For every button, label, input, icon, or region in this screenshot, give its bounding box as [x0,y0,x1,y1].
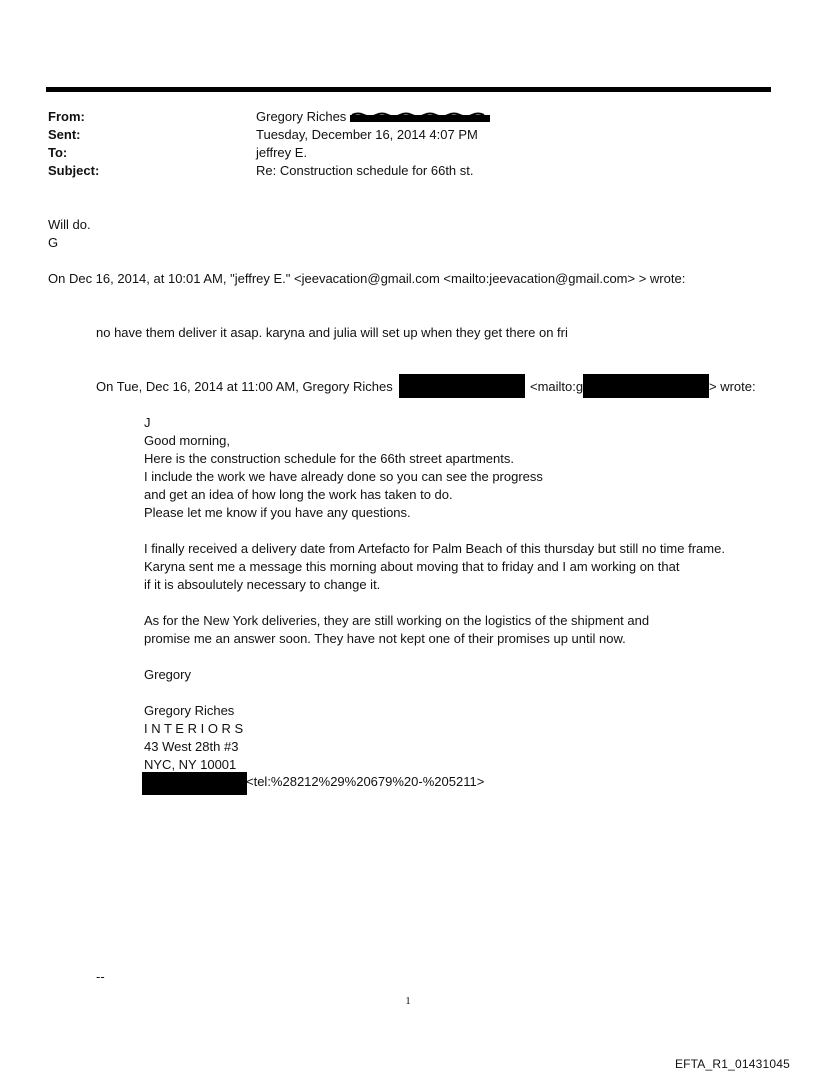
quote2-line: J [144,415,151,430]
bates-number: EFTA_R1_01431045 [674,1057,790,1071]
signature-line: I N T E R I O R S [144,721,244,736]
from-value: Gregory Riches [256,109,347,124]
redaction-bar [583,374,709,398]
quote1-body: no have them deliver it asap. karyna and julia will set up when they get there on fri [96,325,568,340]
quote2-line: and get an idea of how long the work has taken to do. [144,487,453,502]
quote2-attribution-mailto: <mailto:g [530,379,584,394]
page-number: 1 [405,995,411,1007]
quote2-line: I finally received a delivery date from Artefacto for Palm Beach of this thursday but still no time frame. [144,541,725,556]
redaction-bar [142,772,247,795]
subject-value: Re: Construction schedule for 66th st. [256,163,474,178]
quote2-line: As for the New York deliveries, they are still working on the logistics of the shipment and [144,613,650,628]
quote2-line: Here is the construction schedule for the 66th street apartments. [144,451,514,466]
reply-line-2: G [48,235,59,250]
quote2-attribution-end: > wrote: [709,379,756,394]
quote2-attribution-start: On Tue, Dec 16, 2014 at 11:00 AM, Gregory Riches [96,379,393,394]
signature-dashes: -- [96,969,105,984]
quote2-line: promise me an answer soon. They have not kept one of their promises up until now. [144,631,626,646]
signature-line: NYC, NY 10001 [144,757,237,772]
signature-line: 43 West 28th #3 [144,739,239,754]
header-rule [46,87,771,92]
from-label: From: [48,109,85,124]
quote2-line: Please let me know if you have any questions. [144,505,411,520]
redacted-email-scribble [350,112,490,124]
to-value: jeffrey E. [256,145,308,160]
quote2-line: Gregory [144,667,191,682]
quote1-attribution: On Dec 16, 2014, at 10:01 AM, "jeffrey E." <jeevacation@gmail.com <mailto:jeevacation@gmail.com> > wrote: [48,271,686,286]
reply-line-1: Will do. [48,217,91,232]
sent-value: Tuesday, December 16, 2014 4:07 PM [256,127,478,142]
quote2-line: if it is absoulutely necessary to change it. [144,577,381,592]
quote2-line: Good morning, [144,433,230,448]
subject-label: Subject: [48,163,100,178]
quote2-line: I include the work we have already done so you can see the progress [144,469,543,484]
quote2-line: Karyna sent me a message this morning about moving that to friday and I am working on that [144,559,680,574]
redaction-bar [399,374,525,398]
signature-tel: <tel:%28212%29%20679%20-%205211> [246,774,485,789]
to-label: To: [48,145,68,160]
sent-label: Sent: [48,127,81,142]
signature-line: Gregory Riches [144,703,235,718]
